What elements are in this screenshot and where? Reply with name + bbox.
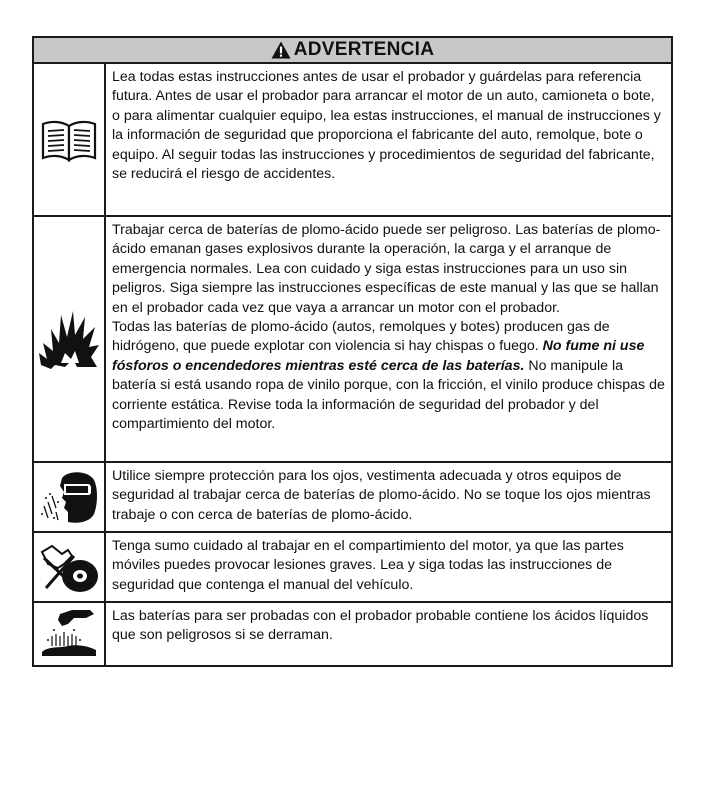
warning-text — [106, 463, 671, 531]
icon-cell — [34, 533, 106, 601]
hydrogen-gas-text: Todas las baterías de plomo-ácido (autos, remolques y botes) producen gas de hidrógeno, que puede explotar con violencia si hay chispas o fuego. No fume ni use fósforos o encendedores mientras esté cerca de las baterías. No manipule la batería si está usando ropa de vinilo porque, con la fricción, el vinilo produce chispas de corriente estática. Revise toda la información de seguridad del probador y del compartimiento del motor. — [112, 319, 665, 433]
warning-row-explosion — [34, 217, 671, 463]
eye-protection-text: Utilice siempre protección para los ojos, vestimenta adecuada y otros equipos de seguridad al trabajar cerca de baterías de plomo-ácido. No se toque los ojos mientras trabaje o con cerca de baterías de plomo-ácido. — [112, 468, 651, 523]
warning-text — [106, 533, 671, 601]
warning-title: ADVERTENCIA — [293, 39, 435, 60]
icon-cell — [34, 64, 106, 215]
acid-hazard-text: Las baterías para ser probadas con el probador probable contiene los ácidos líquidos que son peligrosos si se derraman. — [112, 608, 649, 644]
warning-text — [106, 64, 671, 215]
warning-row-eye-protection — [34, 463, 671, 533]
fan-hand-hazard-icon — [38, 538, 100, 596]
warning-text — [106, 603, 671, 665]
no-smoking-warning: No fume ni use fósforos o encendedores mientras esté cerca de las baterías. — [112, 338, 645, 374]
icon-cell — [34, 603, 106, 665]
warning-row-acid — [34, 603, 671, 665]
warning-row-moving-parts — [34, 533, 671, 603]
manual-instructions-text: Lea todas estas instrucciones antes de usar el probador y guárdelas para referencia futura. Antes de usar el probador para arrancar el motor de un auto, camioneta o bote, o para alimentar cualquier equipo, lea estas instrucciones, el manual de instrucciones y la información de seguridad que proporciona el fabricante del auto, remolque, bote o equipo. Al seguir todas las instrucciones y procedimientos de seguridad del fabricante, se reducirá el riesgo de accidentes. — [112, 69, 661, 183]
eye-protection-icon — [38, 468, 100, 526]
lead-acid-hazard-text: Trabajar cerca de baterías de plomo-ácido puede ser peligroso. Las baterías de plomo-ácido emanan gases explosivos durante la operación, la carga y el arranque de emergencia normales. Lea con cuidado y siga estas instrucciones para un uso sin peligros. Siga siempre las instrucciones específicas de este manual y las que se hallan en el probador cada vez que vaya a arrancar un motor con el probador. — [112, 222, 661, 316]
warning-header — [34, 38, 671, 64]
moving-parts-text: Tenga sumo cuidado al trabajar en el compartimiento del motor, ya que las partes móviles puedes provocar lesiones graves. Lea y siga todas las instrucciones de seguridad que contenga el manual del vehículo. — [112, 538, 624, 593]
icon-cell — [34, 463, 106, 531]
corrosive-acid-icon — [38, 606, 100, 662]
warning-row-manual — [34, 64, 671, 217]
explosion-icon — [37, 307, 101, 371]
manual-book-icon — [39, 118, 99, 162]
warning-table — [32, 36, 673, 667]
icon-cell — [34, 217, 106, 461]
warning-triangle-icon — [271, 41, 291, 59]
warning-text — [106, 217, 671, 461]
